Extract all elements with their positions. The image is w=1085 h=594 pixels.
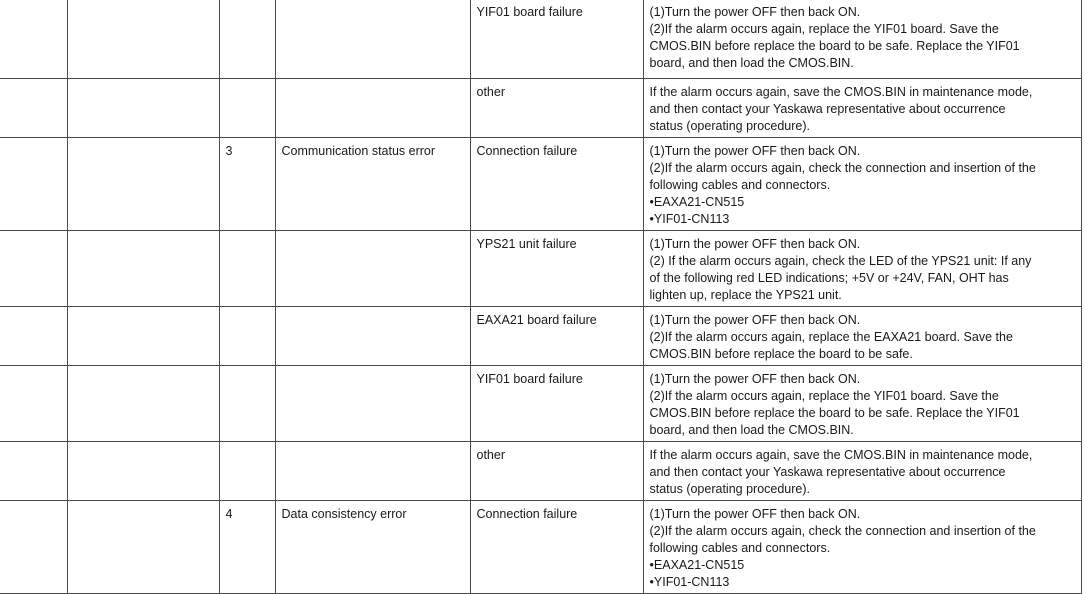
alarm-sub-code xyxy=(219,442,275,501)
connector-bullet-item: • YIF01-CN113 xyxy=(650,211,1075,228)
table-row xyxy=(0,79,1081,138)
remedy-line: (2)If the alarm occurs again, check the connection and insertion of the xyxy=(649,161,1036,175)
remedy-line: status (operating procedure). xyxy=(649,482,811,496)
blank-cell xyxy=(67,307,219,366)
remedy-line: following cables and connectors. xyxy=(649,541,831,555)
table-row xyxy=(0,0,1081,79)
blank-cell xyxy=(0,307,67,366)
remedy-line: board, and then load the CMOS.BIN. xyxy=(649,423,854,437)
cause-cell: other xyxy=(470,79,643,138)
blank-cell xyxy=(67,501,219,594)
alarm-sub-code xyxy=(219,0,275,79)
remedy-line: of the following red LED indications; +5V or +24V, FAN, OHT has xyxy=(649,271,1009,285)
blank-cell xyxy=(67,138,219,231)
blank-cell xyxy=(67,442,219,501)
remedy-cell xyxy=(643,138,1081,231)
alarm-sub-code: 3 xyxy=(219,138,275,231)
remedy-line: (2)If the alarm occurs again, check the connection and insertion of the xyxy=(649,524,1036,538)
remedy-line: following cables and connectors. xyxy=(649,178,831,192)
error-description xyxy=(275,366,470,442)
blank-cell xyxy=(0,79,67,138)
connector-bullet-item: • YIF01-CN113 xyxy=(650,574,1075,591)
remedy-line: (2)If the alarm occurs again, replace the EAXA21 board. Save the xyxy=(649,330,1013,344)
remedy-line: (1)Turn the power OFF then back ON. xyxy=(649,237,861,251)
blank-cell xyxy=(67,231,219,307)
remedy-line: (2) If the alarm occurs again, check the LED of the YPS21 unit: If any xyxy=(649,254,1032,268)
remedy-line: (1)Turn the power OFF then back ON. xyxy=(649,372,861,386)
error-description xyxy=(275,442,470,501)
error-description xyxy=(275,307,470,366)
remedy-line: (1)Turn the power OFF then back ON. xyxy=(649,507,861,521)
remedy-line: (1)Turn the power OFF then back ON. xyxy=(649,5,861,19)
remedy-cell xyxy=(643,79,1081,138)
cause-cell: Connection failure xyxy=(470,138,643,231)
remedy-cell xyxy=(643,307,1081,366)
table-row xyxy=(0,442,1081,501)
alarm-sub-code xyxy=(219,231,275,307)
remedy-line: (2)If the alarm occurs again, replace the YIF01 board. Save the xyxy=(649,22,999,36)
table-row xyxy=(0,138,1081,231)
blank-cell xyxy=(67,79,219,138)
error-description xyxy=(275,0,470,79)
error-description xyxy=(275,79,470,138)
blank-cell xyxy=(0,442,67,501)
blank-cell xyxy=(0,501,67,594)
error-description xyxy=(275,231,470,307)
blank-cell xyxy=(0,138,67,231)
cause-cell: YPS21 unit failure xyxy=(470,231,643,307)
alarm-sub-code xyxy=(219,79,275,138)
remedy-line: and then contact your Yaskawa representative about occurrence xyxy=(649,102,1006,116)
cause-cell: YIF01 board failure xyxy=(470,366,643,442)
table-row xyxy=(0,501,1081,594)
error-description: Communication status error xyxy=(275,138,470,231)
remedy-line: status (operating procedure). xyxy=(649,119,811,133)
cause-cell: EAXA21 board failure xyxy=(470,307,643,366)
remedy-line: and then contact your Yaskawa representative about occurrence xyxy=(649,465,1006,479)
remedy-line: CMOS.BIN before replace the board to be safe. Replace the YIF01 xyxy=(649,406,1020,420)
remedy-line: (1)Turn the power OFF then back ON. xyxy=(649,144,861,158)
connector-bullet-item: • EAXA21-CN515 xyxy=(650,557,1075,574)
remedy-cell xyxy=(643,231,1081,307)
blank-cell xyxy=(0,231,67,307)
alarm-sub-code xyxy=(219,366,275,442)
cause-cell: other xyxy=(470,442,643,501)
alarm-sub-code xyxy=(219,307,275,366)
table-row xyxy=(0,307,1081,366)
remedy-line: board, and then load the CMOS.BIN. xyxy=(649,56,854,70)
remedy-cell xyxy=(643,366,1081,442)
remedy-cell xyxy=(643,501,1081,594)
blank-cell xyxy=(0,0,67,79)
remedy-line: lighten up, replace the YPS21 unit. xyxy=(649,288,842,302)
remedy-line: CMOS.BIN before replace the board to be safe. xyxy=(649,347,913,361)
alarm-sub-code: 4 xyxy=(219,501,275,594)
remedy-line: If the alarm occurs again, save the CMOS.BIN in maintenance mode, xyxy=(649,448,1033,462)
remedy-line: (1)Turn the power OFF then back ON. xyxy=(649,313,861,327)
remedy-line: CMOS.BIN before replace the board to be safe. Replace the YIF01 xyxy=(649,39,1020,53)
remedy-line: If the alarm occurs again, save the CMOS.BIN in maintenance mode, xyxy=(649,85,1033,99)
cause-cell: Connection failure xyxy=(470,501,643,594)
blank-cell xyxy=(0,366,67,442)
table-row xyxy=(0,231,1081,307)
table-row xyxy=(0,366,1081,442)
remedy-cell xyxy=(643,0,1081,79)
connector-bullet-item: • EAXA21-CN515 xyxy=(650,194,1075,211)
remedy-cell xyxy=(643,442,1081,501)
blank-cell xyxy=(67,0,219,79)
blank-cell xyxy=(67,366,219,442)
error-description: Data consistency error xyxy=(275,501,470,594)
cause-cell: YIF01 board failure xyxy=(470,0,643,79)
remedy-line: (2)If the alarm occurs again, replace the YIF01 board. Save the xyxy=(649,389,999,403)
